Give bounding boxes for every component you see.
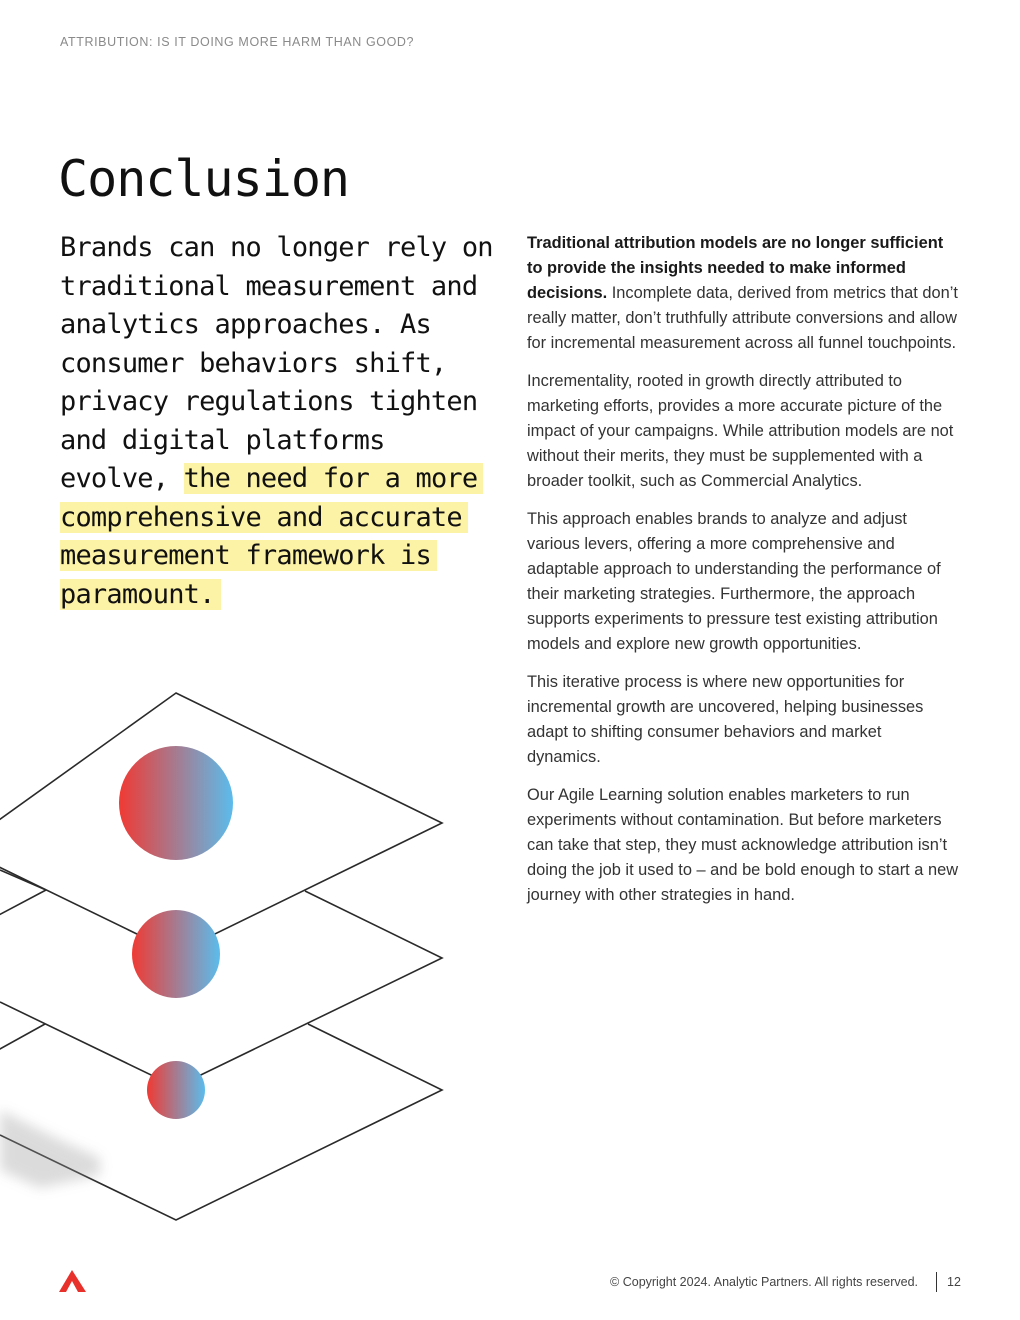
lead-highlight: the need for a more comprehensive and accurate measurement framework is paramount. <box>60 463 483 610</box>
footer-divider <box>936 1272 937 1292</box>
body-paragraph-4: This iterative process is where new opportunities for incremental growth are uncovered, helping businesses adapt to shifting consumer behaviors and market dynamics. <box>527 673 924 766</box>
body-paragraph-1-bold: Traditional attribution models are no longer sufficient to provide the insights needed to make informed decisions. <box>527 234 944 302</box>
analytic-partners-logo-icon <box>59 1270 86 1292</box>
body-paragraph-1-text: Incomplete data, derived from metrics that don’t really matter, don’t truthfully attribute conversions and allow for incremental measurement across all funnel touchpoints. <box>527 284 958 352</box>
bottom-plane-right <box>0 1024 442 1220</box>
body-paragraph-5: Our Agile Learning solution enables marketers to run experiments without contamination. But before marketers can take that step, they must acknowledge attribution isn’t doing the job it used to – and be bold enough to start a new journey with other strategies in hand. <box>527 786 959 904</box>
body-paragraph-3: This approach enables brands to analyze and adjust various levers, offering a more comprehensive and adaptable approach to understanding the performance of their marketing strategies. Furthermore, the approach supports experiments to pressure test existing attribution models and explore new growth opportunities. <box>527 510 941 653</box>
page-number: 12 <box>947 1275 961 1289</box>
sphere-medium <box>132 910 220 998</box>
layered-planes-illustration <box>0 680 460 1240</box>
bottom-plane <box>0 1024 45 1060</box>
body-paragraph-1 <box>527 231 959 356</box>
lead-paragraph <box>60 229 500 614</box>
sphere-large <box>119 746 233 860</box>
blurred-edge <box>0 1110 100 1188</box>
body-paragraph-2: Incrementality, rooted in growth directly attributed to marketing efforts, provides a more accurate picture of the impact of your campaigns. While attribution models are not without their merits, they must be supplemented with a broader toolkit, such as Commercial Analytics. <box>527 372 954 490</box>
lead-text: Brands can no longer rely on traditional measurement and analytics approaches. As consumer behaviors shift, privacy regulations tighten and digital platforms evolve, <box>60 232 493 494</box>
middle-plane <box>0 890 46 925</box>
copyright-text: © Copyright 2024. Analytic Partners. All rights reserved. <box>610 1275 918 1289</box>
running-header: ATTRIBUTION: IS IT DOING MORE HARM THAN GOOD? <box>60 35 415 49</box>
body-column <box>527 231 959 921</box>
sphere-small <box>147 1061 205 1119</box>
page-title: Conclusion <box>58 150 350 208</box>
